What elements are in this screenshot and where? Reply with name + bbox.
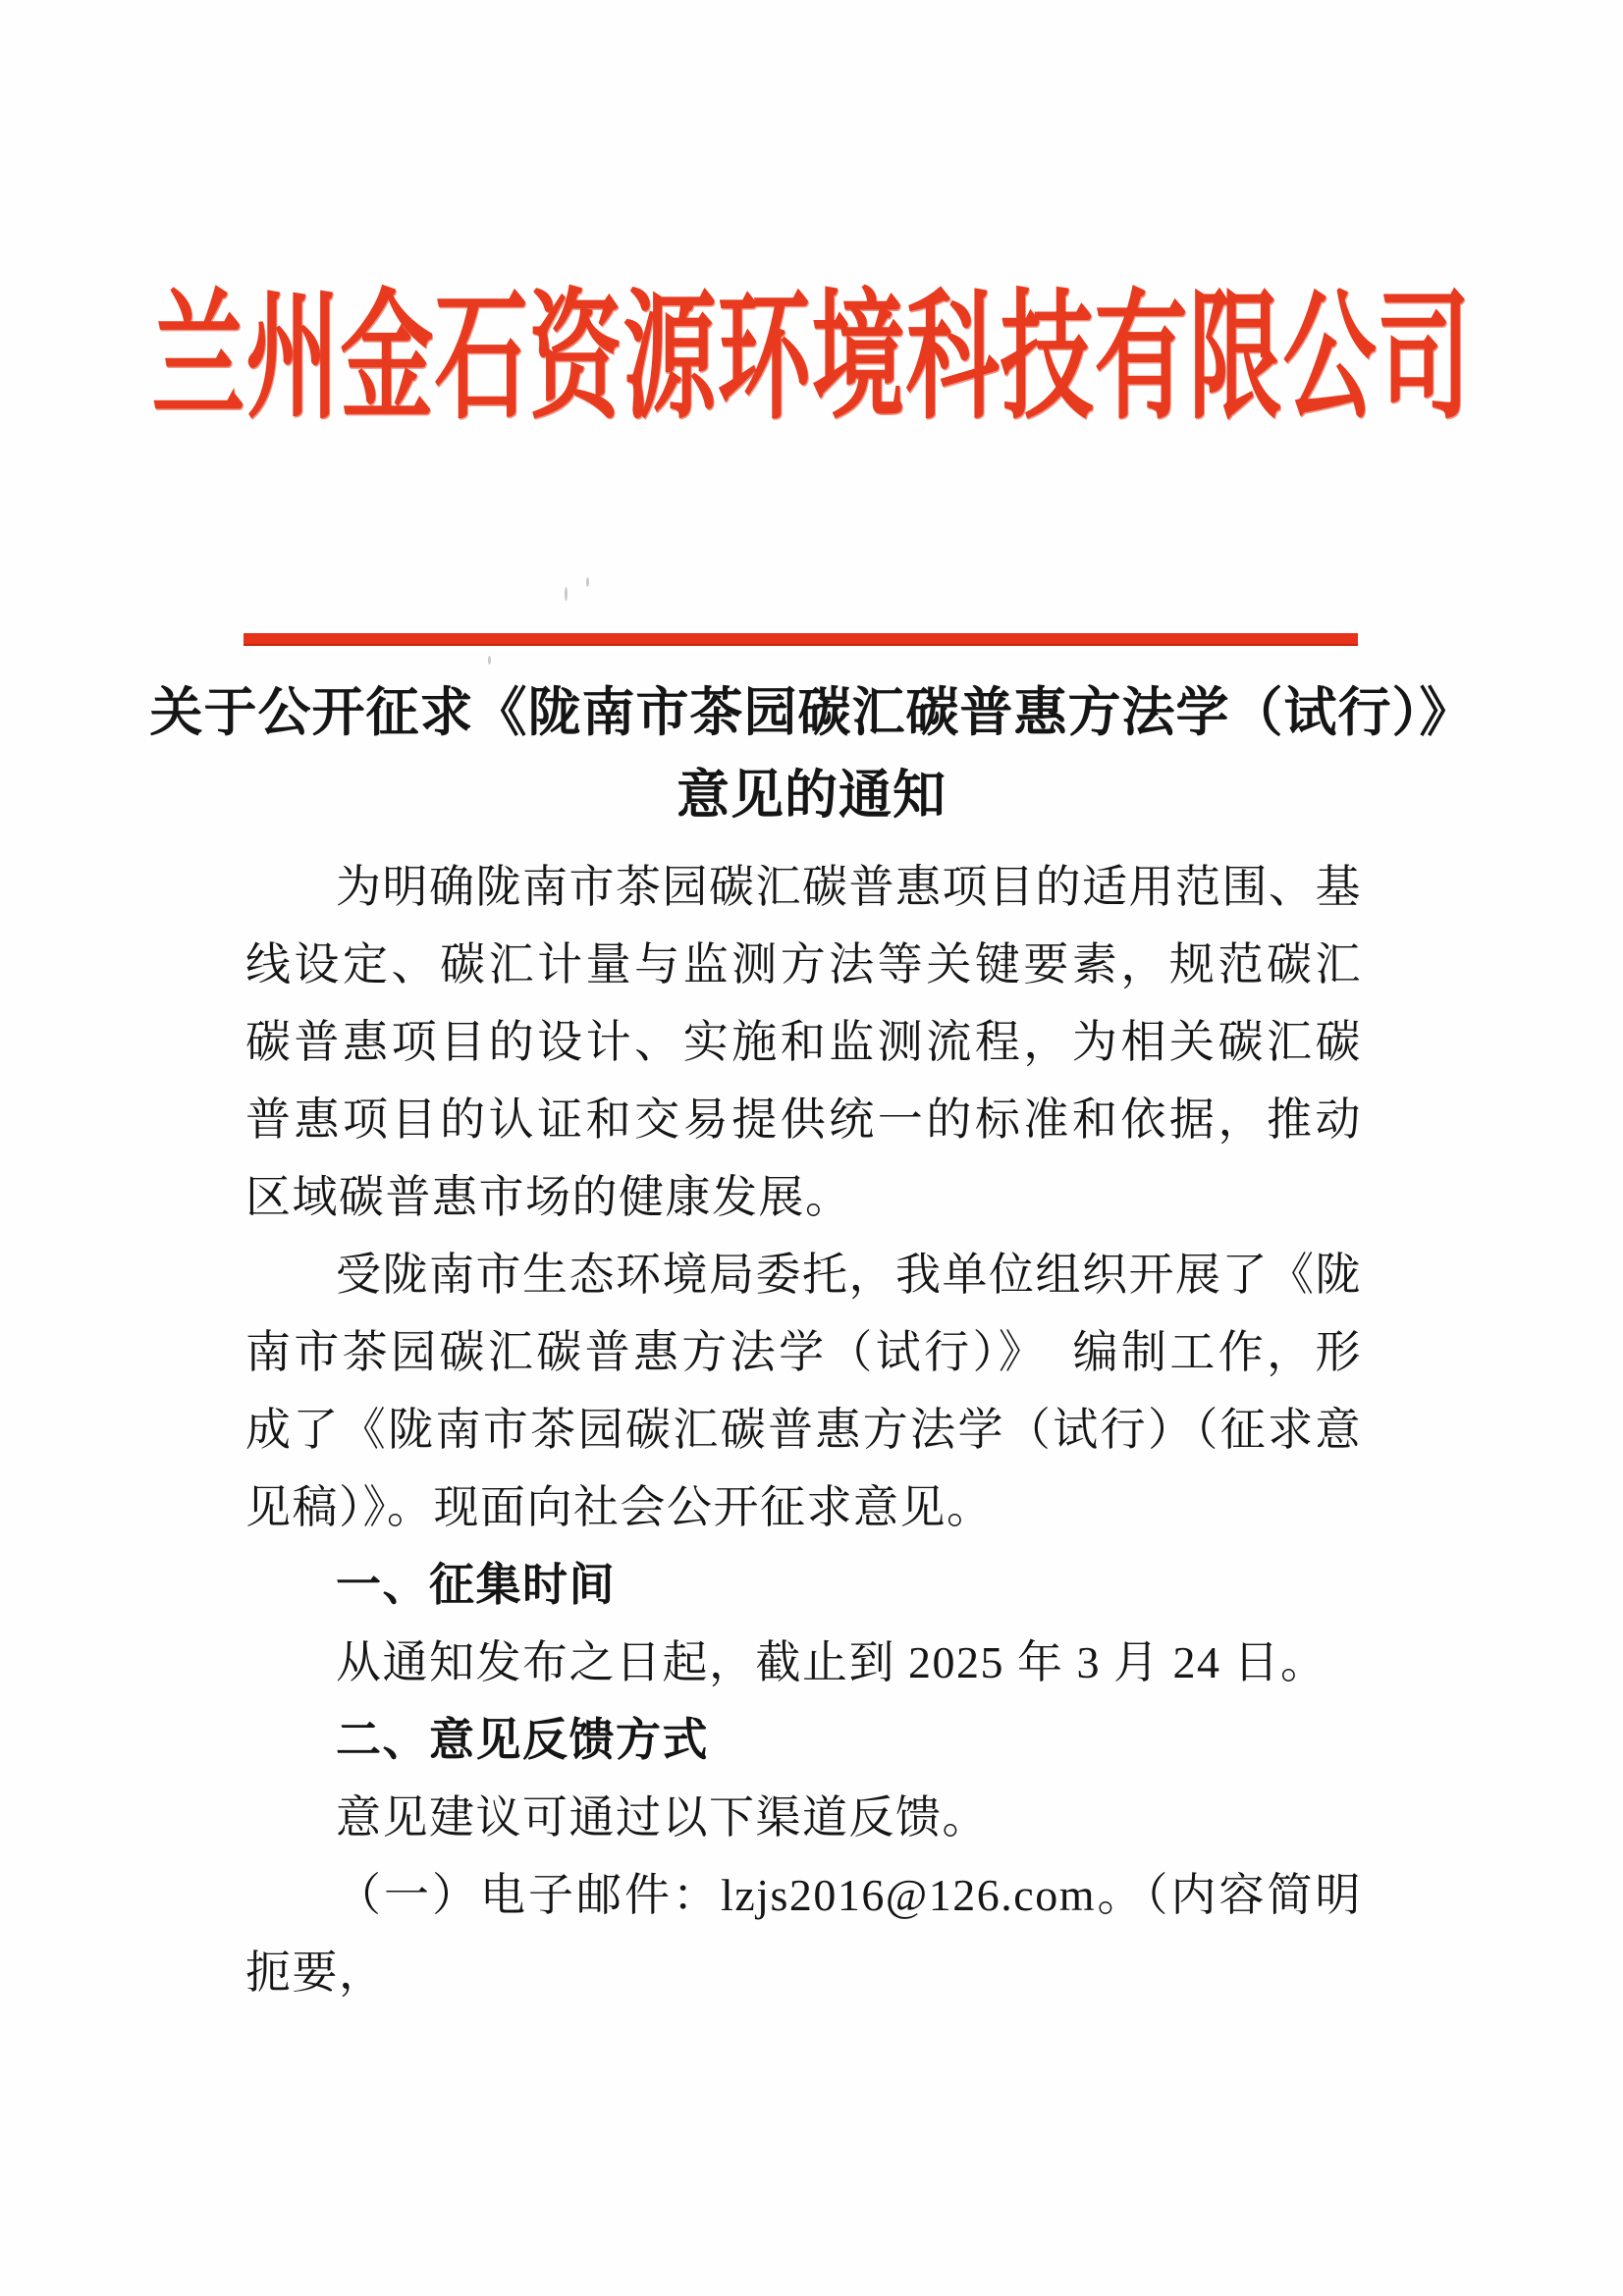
notice-title-line1: 关于公开征求《陇南市茶园碳汇碳普惠方法学（试行）》	[149, 683, 1474, 742]
scan-speck	[488, 656, 491, 665]
paragraph-feedback-intro: 意见建议可通过以下渠道反馈。	[336, 1792, 989, 1842]
scan-speck	[565, 587, 568, 601]
notice-title-line2: 意见的通知	[676, 766, 947, 825]
letterhead	[0, 0, 1623, 437]
paragraph-background: 受陇南市生态环境局委托，我单位组织开展了《陇南市茶园碳汇碳普惠方法学（试行）》 编制工作，形成了《陇南市茶园碳汇碳普惠方法学（试行）（征求意见稿）》。现面向社会公开征求意见。	[245, 1250, 1362, 1532]
company-name: 兰州金石资源环境科技有限公司	[151, 280, 1472, 437]
section-heading-feedback-method: 二、意见反馈方式	[336, 1714, 709, 1765]
notice-title	[0, 671, 1623, 836]
scan-speck	[586, 577, 589, 587]
section-heading-collection-time: 一、征集时间	[336, 1559, 616, 1610]
paragraph-deadline: 从通知发布之日起，截止到 2025 年 3 月 24 日。	[336, 1637, 1327, 1687]
paragraph-email-channel: （一）电子邮件：lzjs2016@126.com。（内容简明扼要，	[245, 1870, 1362, 1998]
paragraph-purpose: 为明确陇南市茶园碳汇碳普惠项目的适用范围、基线设定、碳汇计量与监测方法等关键要素，规范碳汇碳普惠项目的设计、实施和监测流程，为相关碳汇碳普惠项目的认证和交易提供统一的标准和依据，推动区域碳普惠市场的健康发展。	[245, 862, 1362, 1222]
letterhead-divider-line	[243, 633, 1358, 646]
notice-body	[245, 848, 1362, 2011]
